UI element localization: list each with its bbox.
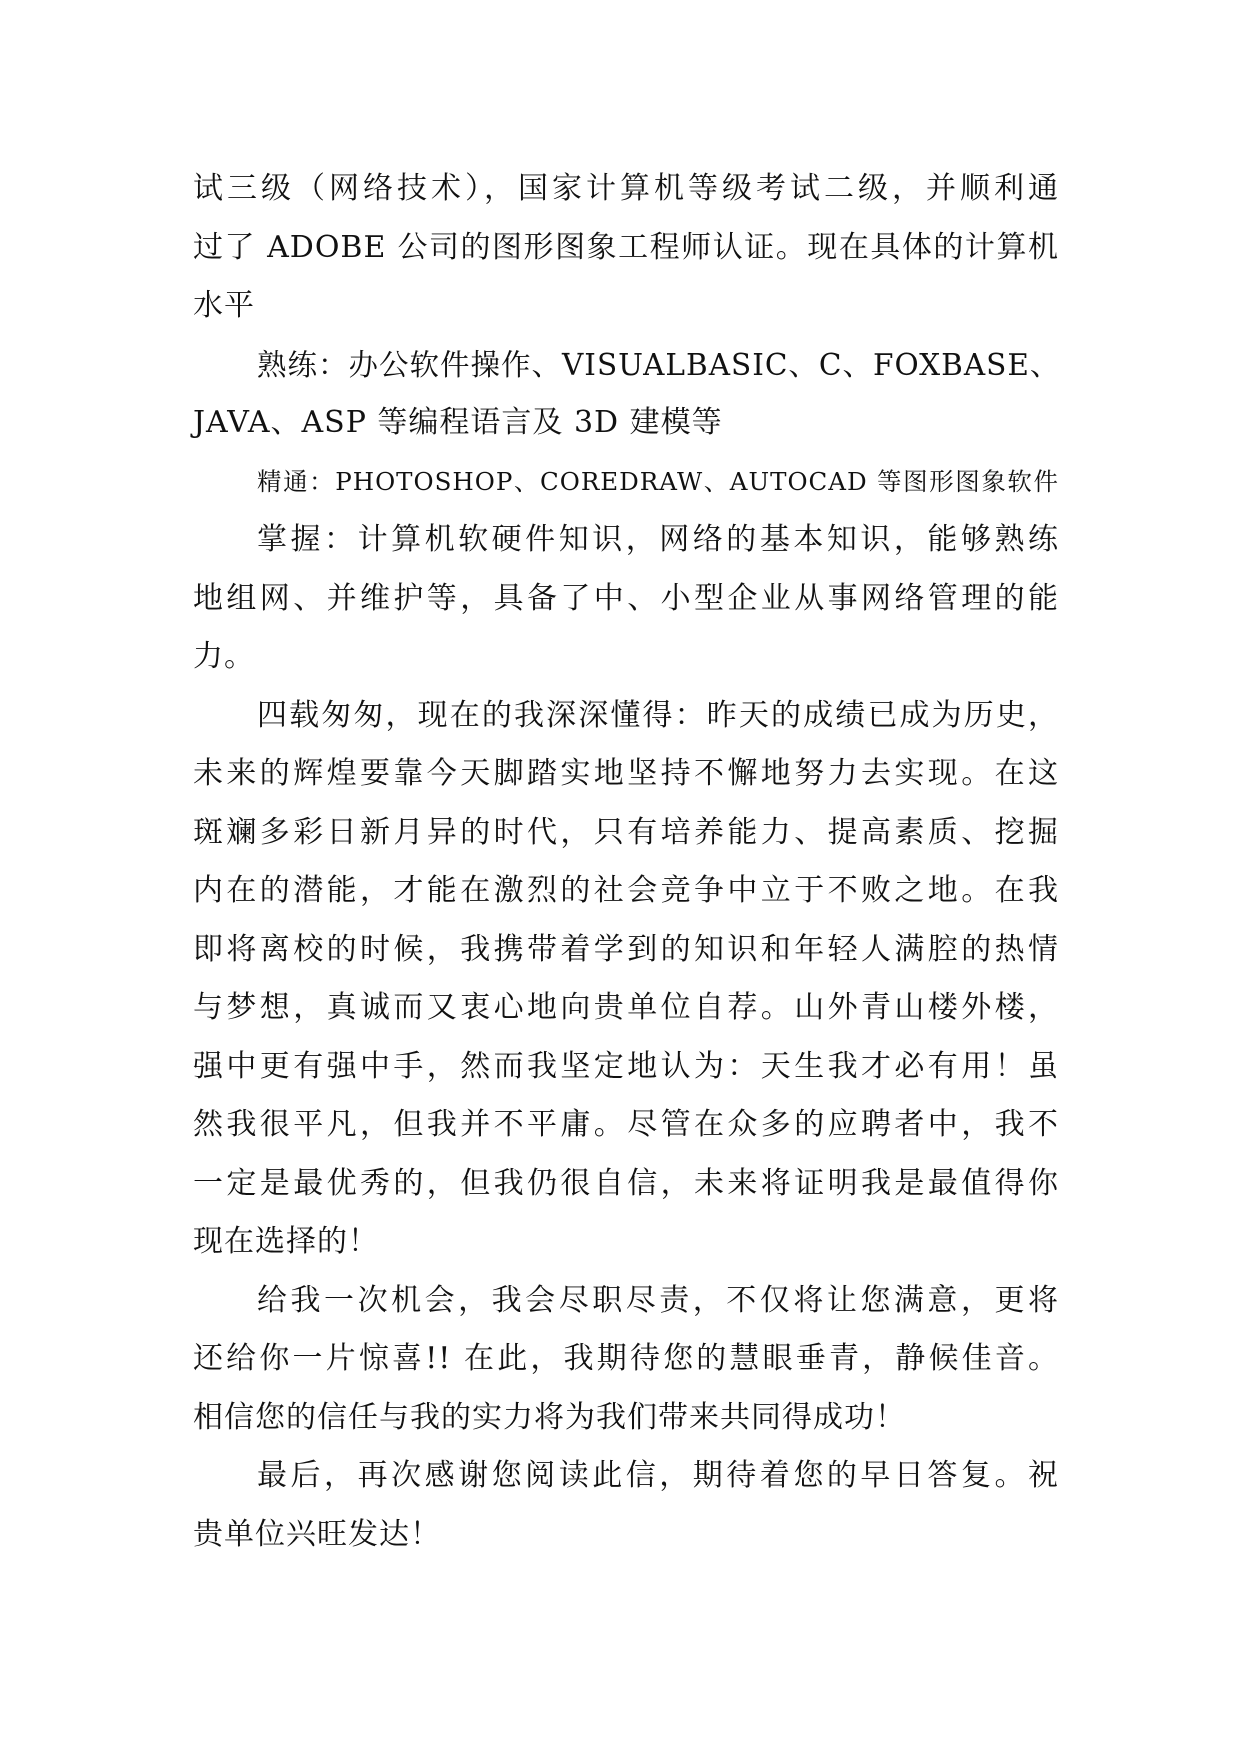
text-line: 给我一次机会，我会尽职尽责，不仅将让您满意，更将 bbox=[257, 1282, 1059, 1318]
text-line: 还给你一片惊喜!! 在此，我期待您的慧眼垂青，静候佳音。 bbox=[193, 1341, 1059, 1376]
text-line: 水平 bbox=[193, 288, 255, 323]
text-line: 试三级（网络技术），国家计算机等级考试二级，并顺利通 bbox=[193, 171, 1059, 206]
text-line: 未来的辉煌要靠今天脚踏实地坚持不懈地努力去实现。在这 bbox=[193, 756, 1059, 791]
text-line: 即将离校的时候，我携带着学到的知识和年轻人满腔的热情 bbox=[193, 931, 1059, 967]
text-line: 掌握：计算机软硬件知识，网络的基本知识，能够熟练 bbox=[257, 522, 1059, 557]
text-line: 地组网、并维护等，具备了中、小型企业从事网络管理的能 bbox=[193, 580, 1059, 616]
text-line: 相信您的信任与我的实力将为我们带来共同得成功！ bbox=[193, 1399, 906, 1435]
text-line: 与梦想，真诚而又衷心地向贵单位自荐。山外青山楼外楼， bbox=[193, 990, 1059, 1025]
text-line: 四载匆匆，现在的我深深懂得：昨天的成绩已成为历史， bbox=[257, 697, 1059, 733]
text-line: JAVA、ASP 等编程语言及 3D 建模等 bbox=[193, 405, 723, 440]
text-line: 过了 ADOBE 公司的图形图象工程师认证。现在具体的计算机 bbox=[193, 229, 1059, 265]
text-line: 精通：PHOTOSHOP、COREDRAW、AUTOCAD 等图形图象软件 bbox=[257, 466, 1059, 496]
text-line: 贵单位兴旺发达！ bbox=[193, 1516, 441, 1552]
letter-body bbox=[193, 160, 1059, 1564]
text-line: 内在的潜能，才能在激烈的社会竞争中立于不败之地。在我 bbox=[193, 873, 1059, 908]
text-line: 然我很平凡，但我并不平庸。尽管在众多的应聘者中，我不 bbox=[193, 1107, 1059, 1142]
text-line: 现在选择的！ bbox=[193, 1224, 379, 1259]
text-line: 力。 bbox=[193, 639, 255, 674]
text-line: 熟练：办公软件操作、VISUALBASIC、C、FOXBASE、 bbox=[257, 347, 1061, 382]
text-line: 一定是最优秀的，但我仍很自信，未来将证明我是最值得你 bbox=[193, 1165, 1059, 1201]
text-line: 最后，再次感谢您阅读此信，期待着您的早日答复。祝 bbox=[257, 1458, 1059, 1493]
text-line: 强中更有强中手，然而我坚定地认为：天生我才必有用！虽 bbox=[193, 1048, 1059, 1084]
text-line: 斑斓多彩日新月异的时代，只有培养能力、提高素质、挖掘 bbox=[193, 814, 1059, 850]
